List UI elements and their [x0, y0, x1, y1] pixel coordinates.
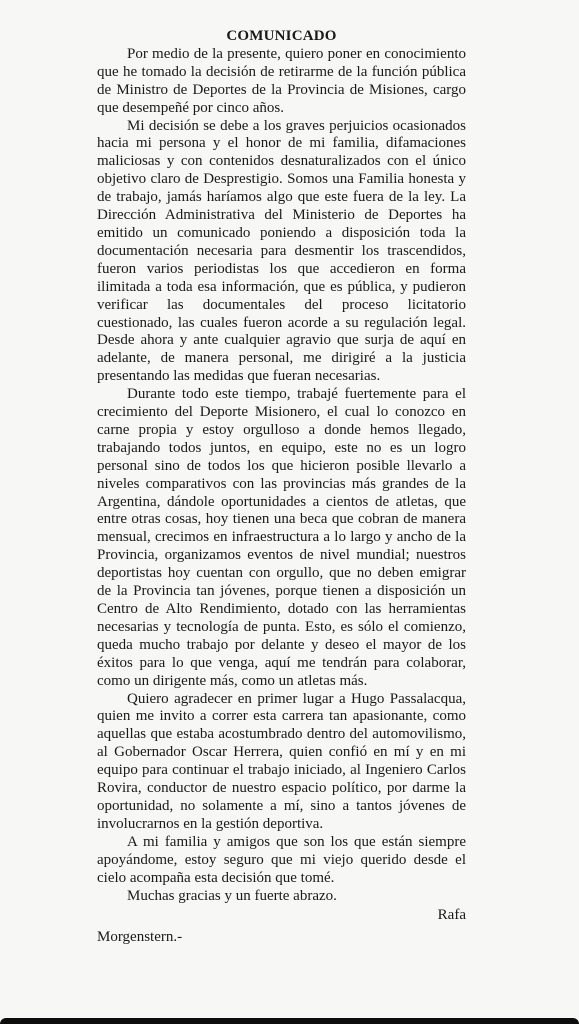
- paragraph-2: Mi decisión se debe a los graves perjuicios ocasionados hacia mi persona y el honor de mi familia, difamaciones maliciosas y con contenidos desnaturalizados con el único objetivo claro de Desprestigio. Somos una Familia honesta y de trabajo, jamás haríamos algo que este fuera de la ley. La Dirección Administrativa del Ministerio de Deportes ha emitido un comunicado poniendo a disposición toda la documentación necesaria para desmentir los trascendidos, fueron varios periodistas los que accedieron en forma ilimitada a toda esa información, que es pública, y pudieron verificar las documentales del proceso licitatorio cuestionado, las cuales fueron acorde a su regulación legal. Desde ahora y ante cualquier agravio que surja de aquí en adelante, de manera personal, me dirigiré a la justicia presentando las medidas que fueran necesarias.: [97, 117, 466, 385]
- paragraph-4: Quiero agradecer en primer lugar a Hugo Passalacqua, quien me invito a correr esta carrera tan apasionante, como aquellas que estaba acostumbrado dentro del automovilismo, al Gobernador Oscar Herrera, quien confió en mí y en mi equipo para continuar el trabajo iniciado, al Ingeniero Carlos Rovira, conductor de nuestro espacio político, por darme la oportunidad, no solamente a mí, sino a tantos jóvenes de involucrarnos en la gestión deportiva.: [97, 690, 466, 832]
- document-title: COMUNICADO: [226, 28, 337, 44]
- screen-bottom-edge: [0, 1018, 579, 1024]
- paragraph-5: A mi familia y amigos que son los que están siempre apoyándome, estoy seguro que mi viejo querido desde el cielo acompaña esta decisión que tomé.: [97, 833, 466, 886]
- press-release: [97, 28, 466, 947]
- paragraph-1: Por medio de la presente, quiero poner en conocimiento que he tomado la decisión de retirarme de la función pública de Ministro de Deportes de la Provincia de Misiones, cargo que desempeñé por cinco años.: [97, 45, 466, 116]
- signature-last-name: Morgenstern.-: [97, 929, 183, 946]
- closing-line: Muchas gracias y un fuerte abrazo.: [127, 887, 337, 904]
- paragraph-3: Durante todo este tiempo, trabajé fuertemente para el crecimiento del Deporte Misionero, el cual lo conozco en carne propia y estoy orgulloso a donde hemos llegado, trabajando todos juntos, en equipo, este no es un logro personal sino de todos los que hicieron posible llevarlo a niveles comparativos con las provincias más grandes de la Argentina, dándole oportunidades a cientos de atletas, que entre otras cosas, hoy tienen una beca que cobran de manera mensual, crecimos en infraestructura a lo largo y ancho de la Provincia, organizamos eventos de nivel mundial; nuestros deportistas hoy cuentan con orgullo, que no deben emigrar de la Provincia tan jóvenes, porque tienen a disposición un Centro de Alto Rendimiento, dotado con las herramientas necesarias y tecnología de punta. Esto, es sólo el comienzo, queda mucho trabajo por delante y deseo el mayor de los éxitos para lo que venga, aquí me tendrán para colaborar, como un dirigente más, como un atletas más.: [97, 386, 466, 689]
- signature-first-name: Rafa: [437, 907, 466, 924]
